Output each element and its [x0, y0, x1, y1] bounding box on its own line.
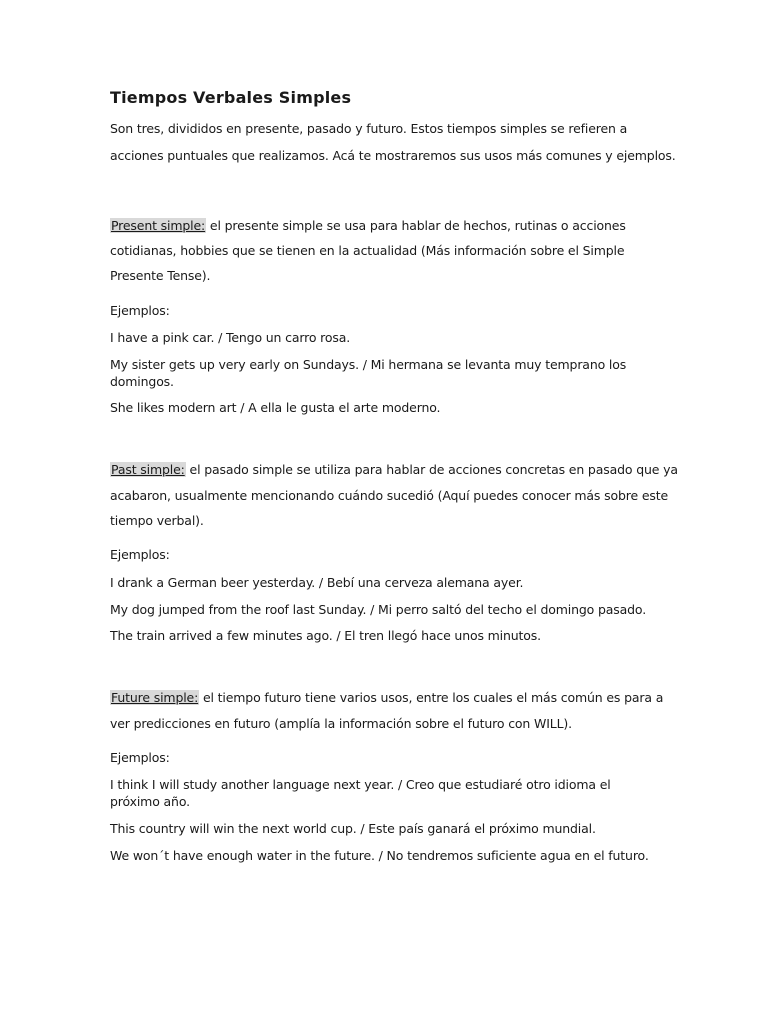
- future-simple-term: Future simple:: [111, 690, 199, 705]
- example-line: My dog jumped from the roof last Sunday. / Mi perro saltó del techo el domingo pasado.: [110, 602, 647, 617]
- example-line: I think I will study another language next year. / Creo que estudiaré otro idioma el: [110, 777, 611, 792]
- example-line: My sister gets up very early on Sundays. / Mi hermana se levanta muy temprano los: [110, 357, 627, 372]
- example-line: We won´t have enough water in the future. / No tendremos suficiente agua en el futuro.: [110, 848, 649, 863]
- example-line: I drank a German beer yesterday. / Bebí una cerveza alemana ayer.: [110, 575, 524, 590]
- example-line: She likes modern art / A ella le gusta el arte moderno.: [110, 400, 441, 415]
- definition-line: tiempo verbal).: [110, 513, 204, 528]
- definition-line: cotidianas, hobbies que se tienen en la actualidad (Más información sobre el Simple: [110, 243, 625, 258]
- future-simple-definition: Future simple: el tiempo futuro tiene varios usos, entre los cuales el más común es para a: [111, 690, 664, 705]
- intro-line: Son tres, divididos en presente, pasado y futuro. Estos tiempos simples se refieren a: [110, 121, 628, 136]
- example-line: I have a pink car. / Tengo un carro rosa.: [110, 330, 351, 345]
- example-line: domingos.: [110, 374, 174, 389]
- definition-line: ver predicciones en futuro (amplía la información sobre el futuro con WILL).: [110, 716, 572, 731]
- definition-line: Presente Tense).: [110, 268, 211, 283]
- intro-line: acciones puntuales que realizamos. Acá te mostraremos sus usos más comunes y ejemplos.: [110, 148, 676, 163]
- examples-label: Ejemplos:: [110, 303, 170, 318]
- page-title: Tiempos Verbales Simples: [110, 88, 352, 107]
- definition-line: acabaron, usualmente mencionando cuándo sucedió (Aquí puedes conocer más sobre este: [110, 488, 669, 503]
- present-simple-term: Present simple:: [111, 218, 206, 233]
- example-line: The train arrived a few minutes ago. / El tren llegó hace unos minutos.: [110, 628, 541, 643]
- past-simple-term: Past simple:: [111, 462, 185, 477]
- past-simple-definition: Past simple: el pasado simple se utiliza para hablar de acciones concretas en pasado que ya: [111, 462, 678, 477]
- example-line: próximo año.: [110, 794, 190, 809]
- examples-label: Ejemplos:: [110, 750, 170, 765]
- present-simple-definition: Present simple: el presente simple se usa para hablar de hechos, rutinas o acciones: [111, 218, 626, 233]
- examples-label: Ejemplos:: [110, 547, 170, 562]
- example-line: This country will win the next world cup. / Este país ganará el próximo mundial.: [110, 821, 596, 836]
